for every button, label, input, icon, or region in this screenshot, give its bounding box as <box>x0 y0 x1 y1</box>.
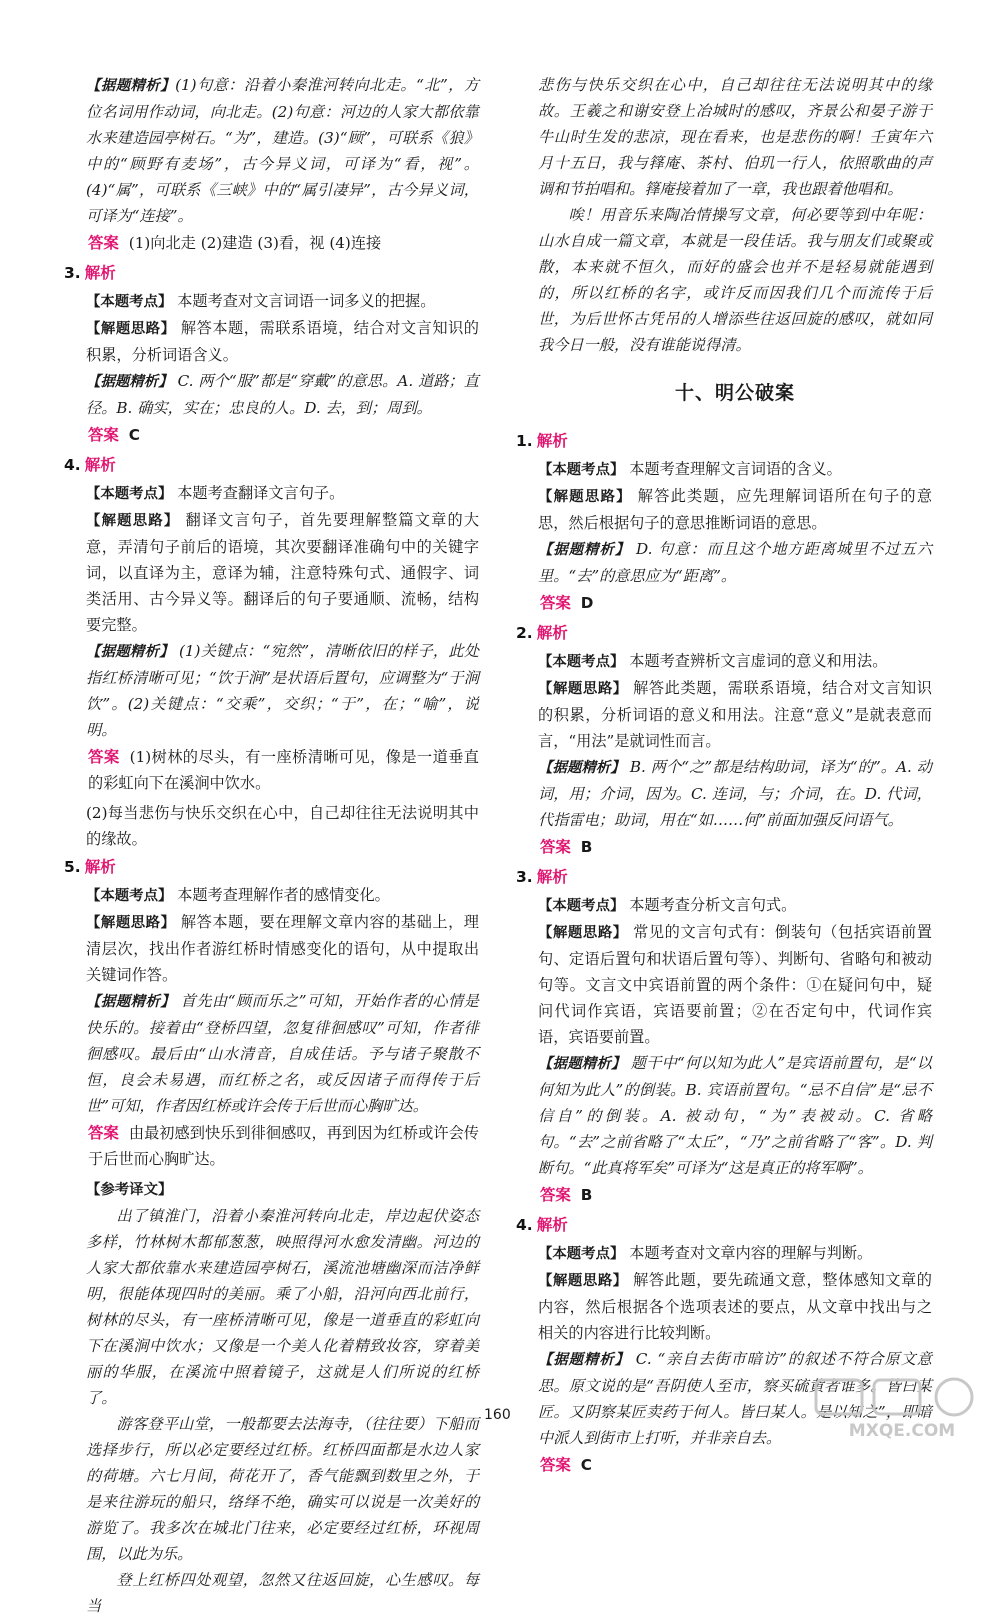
svg-text:MXQE.COM: MXQE.COM <box>848 1421 956 1441</box>
left-column <box>64 72 480 1619</box>
r-q3-analysis: 【据题精析】 题干中“何以知为此人”是宾语前置句，是“以何知为此人”的倒装。B. 宾语前置句。“忌不自信”是“忌不信自”的倒装。A. 被动句，“为”表被动。C. 省略句。“去”之前省略了“太丘”，“乃”之前省略了“客”。D. 判断句。“此真将军矣”可译为“这是真正的将军啊”。 <box>538 1054 932 1177</box>
question-3-header-right: 3. 解析 <box>516 868 568 886</box>
q3-focus: 【本题考点】 本题考查对文言词语一词多义的把握。 <box>86 292 436 310</box>
translation-paragraph-2: 游客登平山堂，一般都要去法海寺，（往往要）下船而选择步行，所以必定要经过红桥。红桥四面都是水边人家的荷塘。六七月间，荷花开了，香气能飘到数里之外，于是来往游玩的船只，络绎不绝，确实可以说是一次美好的游览了。我多次在城北门往来，必定要经过红桥，环视周围，以此为乐。 <box>86 1415 479 1563</box>
r-q2-approach: 【解题思路】 解答此类题，需联系语境，结合对文言知识的积累，分析词语的意义和用法。注意“意义”是就表意而言，“用法”是就词性而言。 <box>538 679 932 750</box>
page-number: 160 <box>484 1407 511 1423</box>
r-q2-answer: 答案 B <box>540 838 593 856</box>
r-q1-approach: 【解题思路】 解答此类题，应先理解词语所在句子的意思，然后根据句子的意思推断词语的意思。 <box>538 487 933 532</box>
translation-header: 【参考译文】 <box>86 1182 173 1198</box>
question-3-header: 3. 解析 <box>64 264 116 282</box>
r-q4-analysis: 【据题精析】 C. “亲自去街市暗访”的叙述不符合原文意思。原文说的是“吾阴使人至市，察买硫黄者谁多。皆曰某匠。又阴察某匠卖药于何人。皆曰某人。是以知之”，即暗中派人到街市上打听，并非亲自去。 <box>538 1350 932 1447</box>
r-q2-analysis: 【据题精析】 B. 两个“之”都是结构助词，译为“的”。A. 动词，用；介词，因为。C. 连词，与；介词，在。D. 代词，代指雷电；助词，用在“如……何”前面加强反问语气。 <box>538 758 932 829</box>
right-column <box>516 72 933 1482</box>
r-q3-focus: 【本题考点】 本题考查分析文言句式。 <box>538 896 797 914</box>
q4-analysis: 【据题精析】 (1)关键点：“宛然”，清晰依旧的样子，此处指红桥清晰可见；“饮于涧”是状语后置句，应调整为“于涧饮”。(2)关键点：“交乘”，交织；“于”，在；“喻”，说明。 <box>86 642 480 739</box>
watermark-logo <box>812 1376 992 1442</box>
question-5-header: 5. 解析 <box>64 858 116 876</box>
q3-answer: 答案 C <box>88 426 140 444</box>
tag-analysis: 【据题精析】 <box>86 78 176 94</box>
q3-approach: 【解题思路】 解答本题，需联系语境，结合对文言知识的积累，分析词语含义。 <box>86 319 479 364</box>
q5-analysis: 【据题精析】 首先由“顾而乐之”可知，开始作者的心情是快乐的。接着由“登桥四望，忽复徘徊感叹”可知，作者徘徊感叹。最后由“山水清音，自成佳话。予与诸子聚散不恒，良会未易遇，而红桥之名，或反因诸子而得传于后世”可知，作者因红桥或许会传于后世而心胸旷达。 <box>86 992 479 1115</box>
section-title: 十、明公破案 <box>674 382 795 404</box>
translation-paragraph-3: 登上红桥四处观望，忽然又往返回旋，心生感叹。每当 <box>86 1571 479 1615</box>
r-q2-focus: 【本题考点】 本题考查辨析文言虚词的意义和用法。 <box>538 652 888 670</box>
q4-approach: 【解题思路】 翻译文言句子，首先要理解整篇文章的大意，弄清句子前后的语境，其次要翻译准确句中的关键字词，以直译为主，意译为辅，注意特殊句式、通假字、词类活用、古今异义等。翻译后的句子要通顺、流畅，结构要完整。 <box>86 511 480 634</box>
translation-continued-1: 悲伤与快乐交织在心中，自己却往往无法说明其中的缘故。王羲之和谢安登上冶城时的感叹，齐景公和晏子游于牛山时生发的悲凉，现在看来，也是悲伤的啊！壬寅年六月十五日，我与箨庵、茶村、伯玑一行人，依照歌曲的声调和节拍唱和。箨庵接着加了一章，我也跟着他唱和。 <box>538 76 932 198</box>
r-q3-approach: 【解题思路】 常见的文言句式有：倒装句（包括宾语前置句、定语后置句和状语后置句等）、判断句、省略句和被动句等。文言文中宾语前置的两个条件：①在疑问句中，疑问代词作宾语，宾语要前置；②在否定句中，代词作宾语，宾语要前置。 <box>538 923 932 1046</box>
q5-approach: 【解题思路】 解答本题，要在理解文章内容的基础上，理清层次，找出作者游红桥时情感变化的语句，从中提取出关键词作答。 <box>86 913 479 984</box>
r-q4-focus: 【本题考点】 本题考查对文章内容的理解与判断。 <box>538 1244 873 1262</box>
answer-text: (1)向北走 (2)建造 (3)看，视 (4)连接 <box>128 234 382 252</box>
question-1-header: 1. 解析 <box>516 432 568 450</box>
question-4-header-right: 4. 解析 <box>516 1216 568 1234</box>
r-q1-focus: 【本题考点】 本题考查理解文言词语的含义。 <box>538 460 842 478</box>
translation-continued-2: 唉！用音乐来陶冶情操写文章，何必要等到中年呢：山水自成一篇文章，本就是一段佳话。我与朋友们或聚或散，本来就不恒久，而好的盛会也并不是轻易就能遇到的，所以红桥的名字，或许反而因我们几个而流传于后世，为后世怀古凭吊的人增添些往返回旋的感叹，就如同我今日一般，没有谁能说得清。 <box>538 206 932 354</box>
q5-answer: 答案 由最初感到快乐到徘徊感叹，再到因为红桥或许会传于后世而心胸旷达。 <box>88 1124 479 1168</box>
question-2-header: 2. 解析 <box>516 624 568 642</box>
r-q1-answer: 答案 D <box>540 594 594 612</box>
r-q4-approach: 【解题思路】 解答此题，要先疏通文意，整体感知文章的内容，然后根据各个选项表述的要点，从文章中找出与之相关的内容进行比较判断。 <box>538 1271 932 1342</box>
q4-answer: 答案 (1)树林的尽头，有一座桥清晰可见，像是一道垂直的彩虹向下在溪涧中饮水。 <box>88 748 479 792</box>
q3-analysis: 【据题精析】 C. 两个“服”都是“穿戴”的意思。A. 道路；直径。B. 确实，实在；忠良的人。D. 去，到；周到。 <box>86 372 479 417</box>
answer-label: 答案 <box>88 234 119 252</box>
q5-focus: 【本题考点】 本题考查理解作者的感情变化。 <box>86 886 390 904</box>
r-q4-answer: 答案 C <box>540 1456 592 1474</box>
q4-answer-2: (2)每当悲伤与快乐交织在心中，自己却往往无法说明其中的缘故。 <box>86 804 479 848</box>
r-q1-analysis: 【据题精析】 D. 句意：而且这个地方距离城里不过五六里。“去”的意思应为“距离”。 <box>538 540 933 585</box>
translation-paragraph-1: 出了镇淮门，沿着小秦淮河转向北走，岸边起伏姿态多样，竹林树木都郁葱葱，映照得河水愈发清幽。河边的人家大都依靠水来建造园亭树石，溪流池塘幽深而洁净鲜明，很能体现四时的美丽。乘了小船，沿河向西北前行，树林的尽头，有一座桥清晰可见，像是一道垂直的彩虹向下在溪涧中饮水；又像是一个美人化着精致妆容，穿着美丽的华服，在溪流中照着镜子，这就是人们所说的红桥了。 <box>86 1207 479 1407</box>
q4-focus: 【本题考点】 本题考查翻译文言句子。 <box>86 484 345 502</box>
question-4-header: 4. 解析 <box>64 456 116 474</box>
answer-line <box>88 230 479 256</box>
q2-analysis: 【据题精析】(1)句意：沿着小秦淮河转向北走。“北”，方位名词用作动词，向北走。(2)句意：河边的人家大都依靠水来建造园亭树石。“为”，建造。(3)“顾”，可联系《狼》中的“顾野有麦场”，古今异义词，可译为“看，视”。(4)“属”，可联系《三峡》中的“属引凄异”，古今异义词，可译为“连接”。 <box>86 76 479 225</box>
r-q3-answer: 答案 B <box>540 1186 593 1204</box>
